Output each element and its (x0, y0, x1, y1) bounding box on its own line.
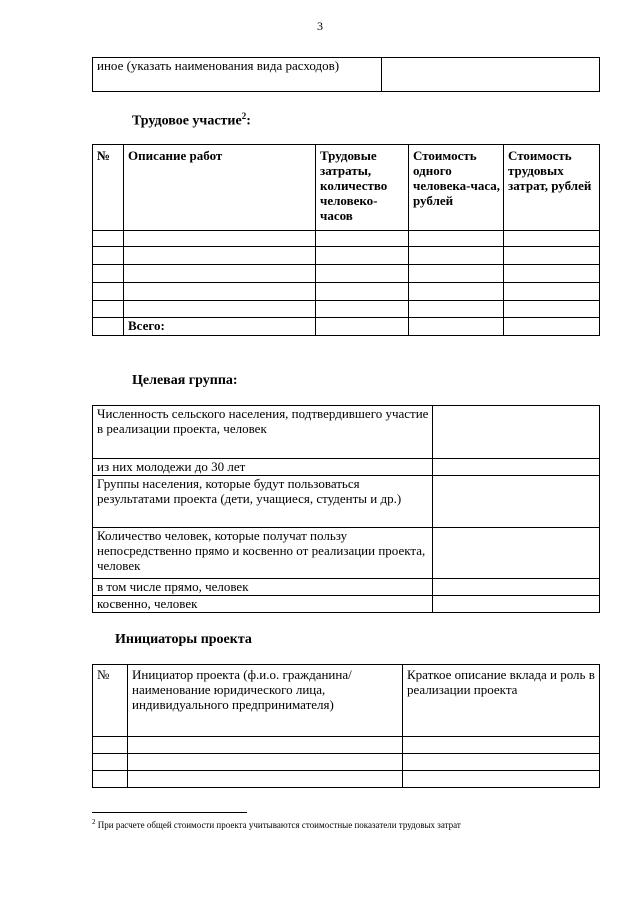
cell[interactable] (93, 771, 128, 788)
cell[interactable] (128, 737, 403, 754)
cell[interactable] (124, 283, 316, 301)
footnote-text: При расчете общей стоимости проекта учитываются стоимостные показатели трудовых затрат (97, 820, 461, 830)
target-row-label: в том числе прямо, человек (93, 579, 433, 596)
cell[interactable] (124, 265, 316, 283)
cell[interactable] (316, 301, 409, 318)
labor-header-total-cost: Стоимость трудовых затрат, рублей (504, 145, 600, 231)
table-row (93, 476, 600, 528)
cell[interactable] (409, 247, 504, 265)
labor-header-hour-cost: Стоимость одного человека-часа, рублей (409, 145, 504, 231)
cell[interactable] (316, 247, 409, 265)
target-row-value[interactable] (433, 459, 600, 476)
cell[interactable] (316, 318, 409, 336)
cell[interactable] (403, 737, 600, 754)
table-row (93, 265, 600, 283)
other-expenses-label: иное (указать наименования вида расходов) (93, 58, 382, 92)
cell[interactable] (124, 231, 316, 247)
footnote-number: 2 (92, 818, 96, 826)
expenses-continuation-table (92, 57, 600, 92)
cell[interactable] (409, 301, 504, 318)
target-row-label: Количество человек, которые получат пользу непосредственно прямо и косвенно от реализации проекта, человек (93, 528, 433, 579)
labor-total-label: Всего: (124, 318, 316, 336)
cell[interactable] (93, 265, 124, 283)
target-row-value[interactable] (433, 596, 600, 613)
cell[interactable] (124, 247, 316, 265)
footnote-divider (92, 812, 247, 813)
table-row (93, 528, 600, 579)
table-row (93, 596, 600, 613)
table-row (93, 459, 600, 476)
cell[interactable] (316, 265, 409, 283)
target-row-value[interactable] (433, 406, 600, 459)
table-row (93, 247, 600, 265)
labor-heading: Трудовое участие$^2$: (132, 111, 251, 129)
footnote-ref: 2 (241, 111, 247, 121)
cell[interactable] (504, 247, 600, 265)
cell[interactable] (124, 301, 316, 318)
cell[interactable] (504, 318, 600, 336)
cell[interactable] (409, 231, 504, 247)
cell[interactable] (93, 301, 124, 318)
table-row (93, 771, 600, 788)
other-expenses-value[interactable] (382, 58, 600, 92)
initiators-header-contribution: Краткое описание вклада и роль в реализации проекта (403, 665, 600, 737)
table-row (93, 579, 600, 596)
initiators-heading: Инициаторы проекта (115, 632, 252, 647)
target-row-value[interactable] (433, 579, 600, 596)
labor-total-row (93, 318, 600, 336)
cell[interactable] (504, 265, 600, 283)
table-row (93, 283, 600, 301)
cell[interactable] (93, 283, 124, 301)
labor-header-description: Описание работ (124, 145, 316, 231)
cell[interactable] (316, 283, 409, 301)
table-row (93, 231, 600, 247)
table-row (93, 301, 600, 318)
cell[interactable] (128, 754, 403, 771)
initiators-header-num: № (93, 665, 128, 737)
cell[interactable] (409, 283, 504, 301)
table-row (93, 406, 600, 459)
target-group-heading: Целевая группа: (132, 373, 238, 388)
cell[interactable] (409, 265, 504, 283)
target-row-value[interactable] (433, 476, 600, 528)
cell[interactable] (504, 231, 600, 247)
table-row (93, 737, 600, 754)
target-row-label: Группы населения, которые будут пользоваться результатами проекта (дети, учащиеся, студенты и др.) (93, 476, 433, 528)
cell[interactable] (93, 247, 124, 265)
cell[interactable] (409, 318, 504, 336)
cell[interactable] (128, 771, 403, 788)
labor-table (92, 144, 600, 336)
labor-header-labor-cost: Трудовые затраты, количество человеко-часов (316, 145, 409, 231)
cell (93, 318, 124, 336)
cell[interactable] (504, 301, 600, 318)
cell[interactable] (504, 283, 600, 301)
labor-header-num: № (93, 145, 124, 231)
cell[interactable] (93, 231, 124, 247)
target-group-table (92, 405, 600, 613)
page-number: 3 (317, 19, 323, 33)
cell[interactable] (93, 754, 128, 771)
initiators-table (92, 664, 600, 788)
target-row-label: косвенно, человек (93, 596, 433, 613)
cell[interactable] (403, 771, 600, 788)
initiators-header-initiator: Инициатор проекта (ф.и.о. гражданина/наименование юридического лица, индивидуального предпринимателя) (128, 665, 403, 737)
target-row-label: Численность сельского населения, подтвердившего участие в реализации проекта, человек (93, 406, 433, 459)
target-row-label: из них молодежи до 30 лет (93, 459, 433, 476)
cell[interactable] (93, 737, 128, 754)
footnote (92, 818, 461, 830)
cell[interactable] (403, 754, 600, 771)
table-row (93, 754, 600, 771)
target-row-value[interactable] (433, 528, 600, 579)
cell[interactable] (316, 231, 409, 247)
